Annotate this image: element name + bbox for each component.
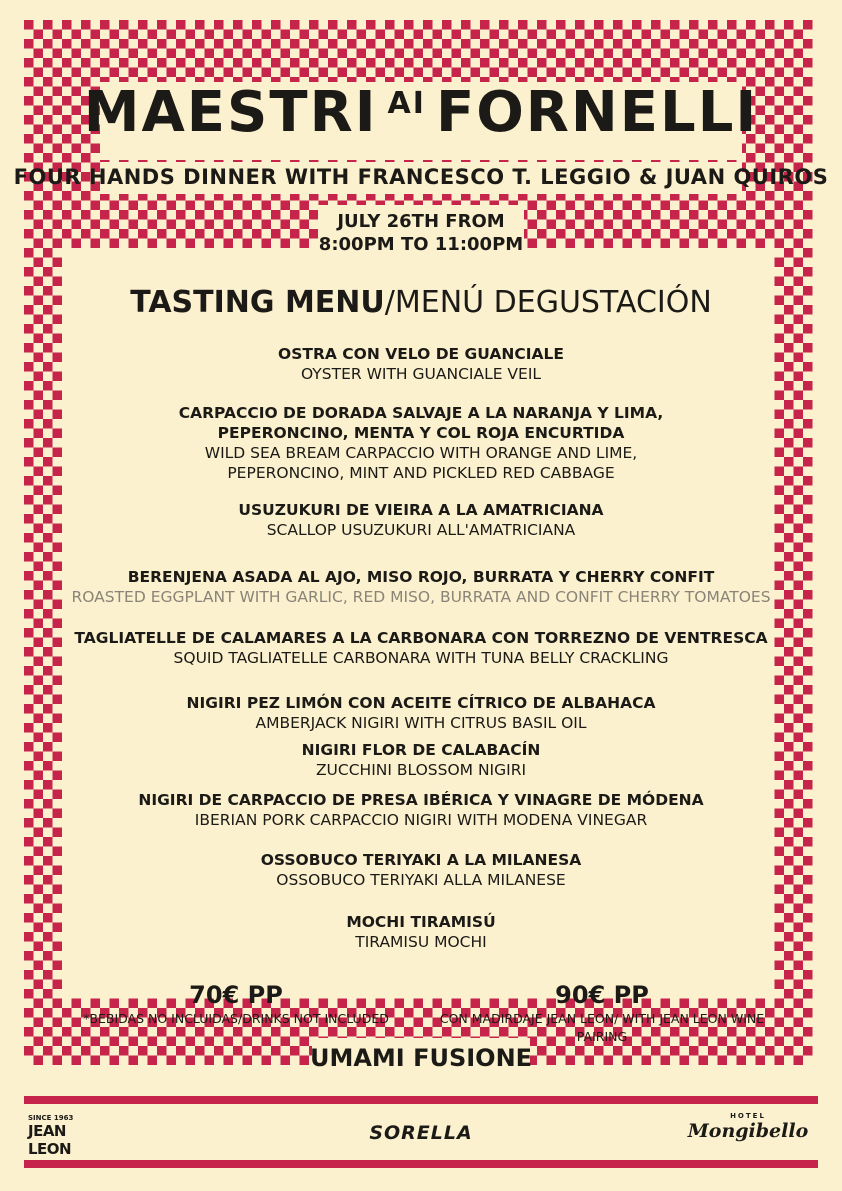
- course-name-es: PEPERONCINO, MENTA Y COL ROJA ENCURTIDA: [217, 424, 625, 442]
- title-small: AI: [387, 86, 426, 121]
- course-name-en: ROASTED EGGPLANT WITH GARLIC, RED MISO, BURRATA AND CONFIT CHERRY TOMATOES: [71, 588, 771, 606]
- course-name-en: OSSOBUCO TERIYAKI ALLA MILANESE: [276, 871, 566, 889]
- date-line-2: 8:00PM TO 11:00PM: [318, 234, 524, 255]
- course-name-en: SCALLOP USUZUKURI ALL'AMATRICIANA: [266, 521, 576, 539]
- course-item: [0, 740, 842, 780]
- title-left: MAESTRI: [83, 80, 378, 145]
- jean-leon-since: SINCE 1963: [28, 1114, 74, 1122]
- course-name-en: OYSTER WITH GUANCIALE VEIL: [300, 365, 542, 383]
- date-line-1: JULY 26TH FROM: [337, 211, 505, 232]
- course-item: [0, 628, 842, 668]
- price-amount: 70€ PP: [189, 981, 283, 1009]
- course-item: [0, 693, 842, 733]
- course-name-en: TIRAMISU MOCHI: [355, 933, 487, 951]
- price-note: CON MADIRDAJE JEAN LEON/ WITH JEAN LEON WINE PAIRING: [439, 1011, 765, 1044]
- course-name-es: MOCHI TIRAMISÚ: [346, 913, 496, 931]
- price-option-2: [422, 980, 782, 1046]
- course-item: [0, 567, 842, 607]
- tasting-en: TASTING MENU: [130, 285, 385, 320]
- divider-top: [24, 1096, 818, 1104]
- course-name-es: OSTRA CON VELO DE GUANCIALE: [278, 345, 564, 363]
- mongibello-logo: [680, 1112, 816, 1142]
- course-item: [0, 912, 842, 952]
- course-item: [0, 850, 842, 890]
- course-name-es: NIGIRI PEZ LIMÓN CON ACEITE CÍTRICO DE ALBAHACA: [186, 694, 656, 712]
- jean-leon-name: JEAN LEON: [28, 1122, 72, 1158]
- course-item: [0, 403, 842, 483]
- event-subtitle: FOUR HANDS DINNER WITH FRANCESCO T. LEGGIO & JUAN QUIROS: [13, 165, 829, 189]
- tasting-sep: /: [384, 285, 395, 320]
- course-name-es: NIGIRI DE CARPACCIO DE PRESA IBÉRICA Y VINAGRE DE MÓDENA: [138, 791, 704, 809]
- course-item: [0, 344, 842, 384]
- footer-title: UMAMI FUSIONE: [309, 1044, 533, 1072]
- sorella-logo: SORELLA: [369, 1122, 473, 1144]
- course-name-es: BERENJENA ASADA AL AJO, MISO ROJO, BURRATA Y CHERRY CONFIT: [127, 568, 715, 586]
- tasting-es: MENÚ DEGUSTACIÓN: [394, 285, 712, 320]
- course-name-en: PEPERONCINO, MINT AND PICKLED RED CABBAGE: [227, 464, 615, 482]
- price-amount: 90€ PP: [555, 981, 649, 1009]
- course-name-en: AMBERJACK NIGIRI WITH CITRUS BASIL OIL: [255, 714, 587, 732]
- price-note: *BEBIDAS NO INCLUIDAS/DRINKS NOT INCLUDED: [83, 1011, 389, 1026]
- jean-leon-logo: [28, 1114, 108, 1158]
- course-item: [0, 500, 842, 540]
- price-option-1: [66, 980, 406, 1028]
- divider-bottom: [24, 1160, 818, 1168]
- course-item: [0, 790, 842, 830]
- course-name-en: IBERIAN PORK CARPACCIO NIGIRI WITH MODENA VINEGAR: [194, 811, 648, 829]
- course-name-es: OSSOBUCO TERIYAKI A LA MILANESA: [260, 851, 582, 869]
- course-name-en: SQUID TAGLIATELLE CARBONARA WITH TUNA BELLY CRACKLING: [173, 649, 669, 667]
- mongibello-name: Mongibello: [687, 1120, 809, 1142]
- course-name-es: NIGIRI FLOR DE CALABACÍN: [301, 741, 541, 759]
- course-name-es: CARPACCIO DE DORADA SALVAJE A LA NARANJA Y LIMA,: [178, 404, 664, 422]
- course-name-en: ZUCCHINI BLOSSOM NIGIRI: [315, 761, 527, 779]
- mongibello-hotel: HOTEL: [730, 1112, 766, 1120]
- tasting-menu-heading: [0, 285, 842, 320]
- course-name-es: USUZUKURI DE VIEIRA A LA AMATRICIANA: [238, 501, 604, 519]
- event-title: [0, 80, 842, 145]
- course-name-es: TAGLIATELLE DE CALAMARES A LA CARBONARA CON TORREZNO DE VENTRESCA: [74, 629, 768, 647]
- course-name-en: WILD SEA BREAM CARPACCIO WITH ORANGE AND LIME,: [204, 444, 638, 462]
- title-right: FORNELLI: [435, 80, 759, 145]
- event-date: [0, 210, 842, 256]
